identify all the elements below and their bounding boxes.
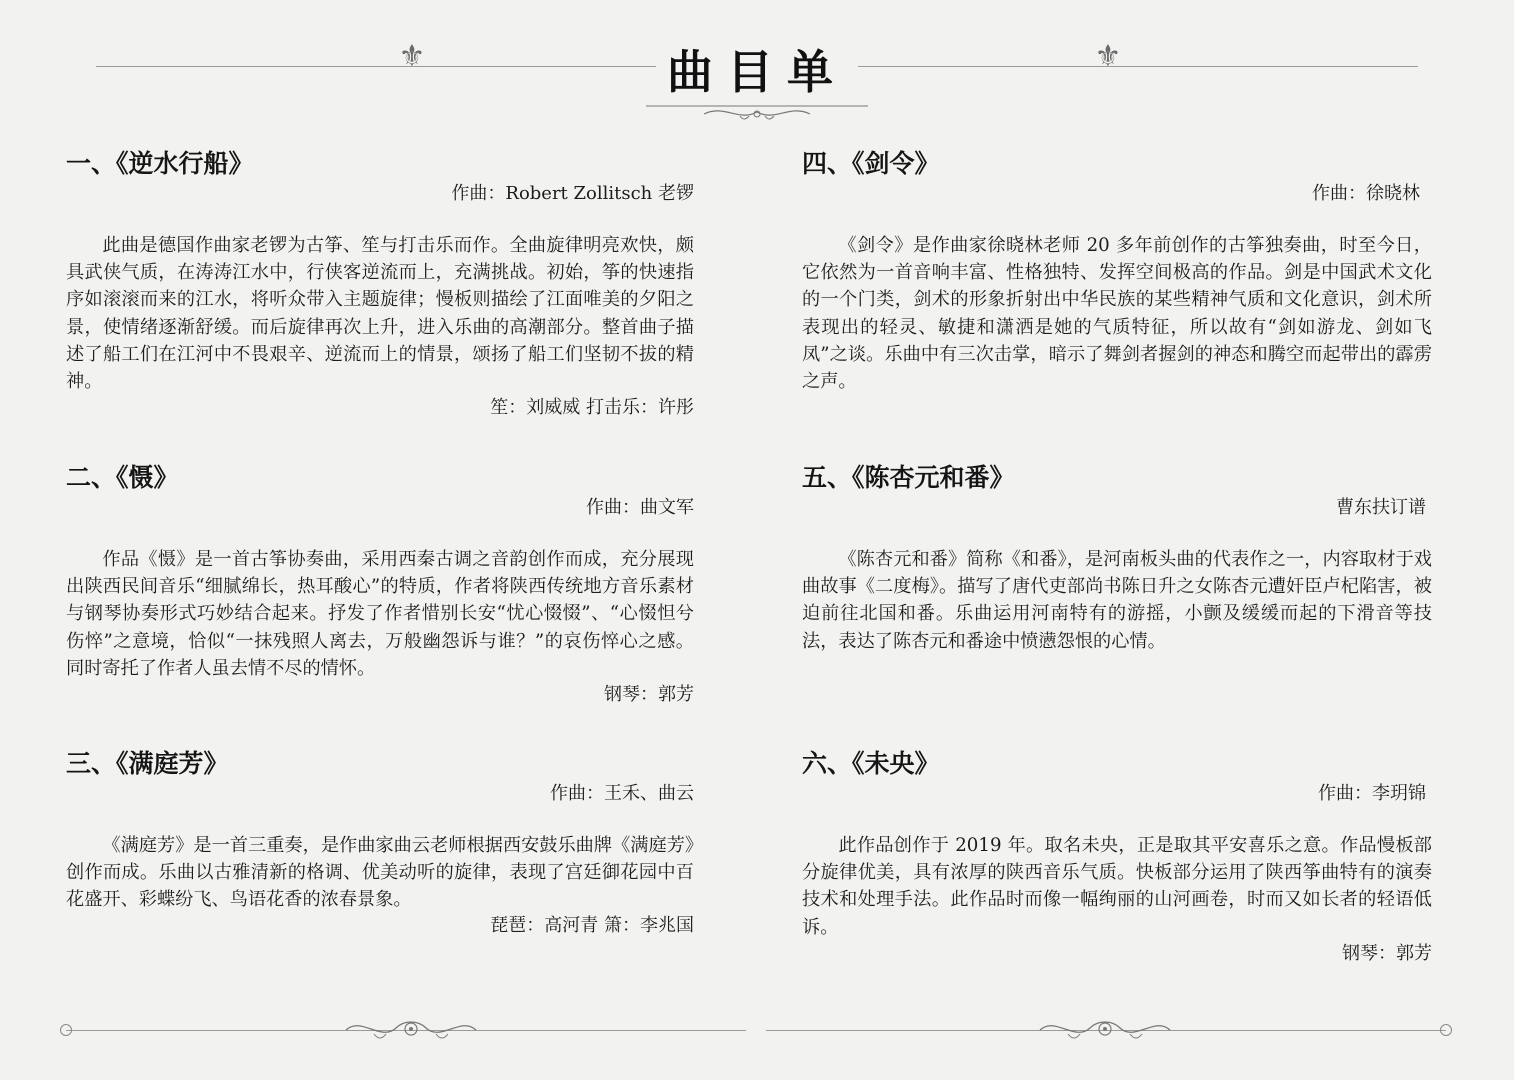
piece-description: 《剑令》是作曲家徐晓林老师 20 多年前创作的古筝独奏曲，时至今日，它依然为一首音响丰富、性格独特、发挥空间极高的作品。剑是中国武术文化的一个门类，剑术的形象折射出中华民族的某些精神气质和文化意识，剑术所表现出的轻灵、敏捷和潇洒是她的气质特征，所以故有“剑如游龙、剑如飞凤”之谈。乐曲中有三次击掌，暗示了舞剑者握剑的神态和腾空而起带出的霹雳之声。	[802, 235, 1432, 393]
program-item-2	[66, 462, 694, 712]
composer-credit: 作曲：Robert Zollitsch 老锣	[451, 183, 694, 204]
performer-credit: 琵琶：高河青 箫：李兆国	[490, 915, 694, 936]
footer-end-dot-icon	[60, 1024, 72, 1036]
header-rule-left	[96, 66, 656, 67]
program-item-3	[66, 748, 694, 948]
piece-title: 四、《剑令》	[802, 149, 940, 178]
piece-title: 二、《慑》	[66, 463, 179, 492]
piece-description: 《陈杏元和番》简称《和番》，是河南板头曲的代表作之一，内容取材于戏曲故事《二度梅》。描写了唐代吏部尚书陈日升之女陈杏元遭奸臣卢杞陷害，被迫前往北国和番。乐曲运用河南特有的游摇，小颤及缓缓而起的下滑音等技法，表达了陈杏元和番途中愤懑怨恨的心情。	[802, 549, 1432, 652]
piece-title: 一、《逆水行船》	[66, 149, 254, 178]
piece-title: 五、《陈杏元和番》	[802, 463, 1015, 492]
program-item-6	[802, 748, 1432, 978]
performer-credit: 钢琴：郭芳	[1342, 943, 1432, 964]
piece-description: 作品《慑》是一首古筝协奏曲，采用西秦古调之音韵创作而成，充分展现出陕西民间音乐“细腻绵长，热耳酸心”的特质，作者将陕西传统地方音乐素材与钢琴协奏形式巧妙结合起来。抒发了作者惜别长安“忧心惙惙”、“心惙怛兮伤悴”之意境，恰似“一抹残照人离去，万般幽怨诉与谁？”的哀伤悴心之感。同时寄托了作者人虽去情不尽的情怀。	[66, 549, 694, 679]
arranger-credit: 曹东扶订谱	[1336, 497, 1426, 518]
fleur-de-lis-icon: ⚜	[398, 39, 426, 74]
header-rule-right	[858, 66, 1418, 67]
composer-credit: 作曲：李玥锦	[1318, 783, 1426, 804]
page-title: 曲目单	[667, 45, 847, 99]
piece-description: 《满庭芳》是一首三重奏，是作曲家曲云老师根据西安鼓乐曲牌《满庭芳》创作而成。乐曲以古雅清新的格调、优美动听的旋律，表现了宫廷御花园中百花盛开、彩蝶纷飞、鸟语花香的浓春景象。	[66, 835, 694, 911]
footer-end-dot-icon	[1440, 1024, 1452, 1036]
piece-title: 三、《满庭芳》	[66, 749, 229, 778]
program-item-4	[802, 148, 1432, 398]
composer-credit: 作曲：曲文军	[586, 497, 694, 518]
title-flourish-ornament	[644, 100, 870, 124]
performer-credit: 钢琴：郭芳	[604, 684, 694, 705]
fleur-de-lis-icon: ⚜	[1094, 39, 1122, 74]
performer-credit: 笙：刘威威 打击乐：许彤	[490, 397, 694, 418]
composer-credit: 作曲：徐晓林	[1312, 183, 1420, 204]
piece-title: 六、《未央》	[802, 749, 940, 778]
piece-description: 此作品创作于 2019 年。取名未央，正是取其平安喜乐之意。作品慢板部分旋律优美，具有浓厚的陕西音乐气质。快板部分运用了陕西筝曲特有的演奏技术和处理手法。此作品时而像一幅绚丽的山河画卷，时而又如长者的轻语低诉。	[802, 835, 1432, 938]
footer-flourish-ornament	[336, 1012, 486, 1046]
piece-description: 此曲是德国作曲家老锣为古筝、笙与打击乐而作。全曲旋律明亮欢快，颇具武侠气质，在涛涛江水中，行侠客逆流而上，充满挑战。初始，筝的快速指序如滚滚而来的江水，将听众带入主题旋律；慢板则描绘了江面唯美的夕阳之景，使情绪逐渐舒缓。而后旋律再次上升，进入乐曲的高潮部分。整首曲子描述了船工们在江河中不畏艰辛、逆流而上的情景，颂扬了船工们坚韧不拔的精神。	[66, 235, 694, 393]
program-item-5	[802, 462, 1432, 662]
program-item-1	[66, 148, 694, 428]
footer-flourish-ornament	[1030, 1012, 1180, 1046]
composer-credit: 作曲：王禾、曲云	[550, 783, 694, 804]
